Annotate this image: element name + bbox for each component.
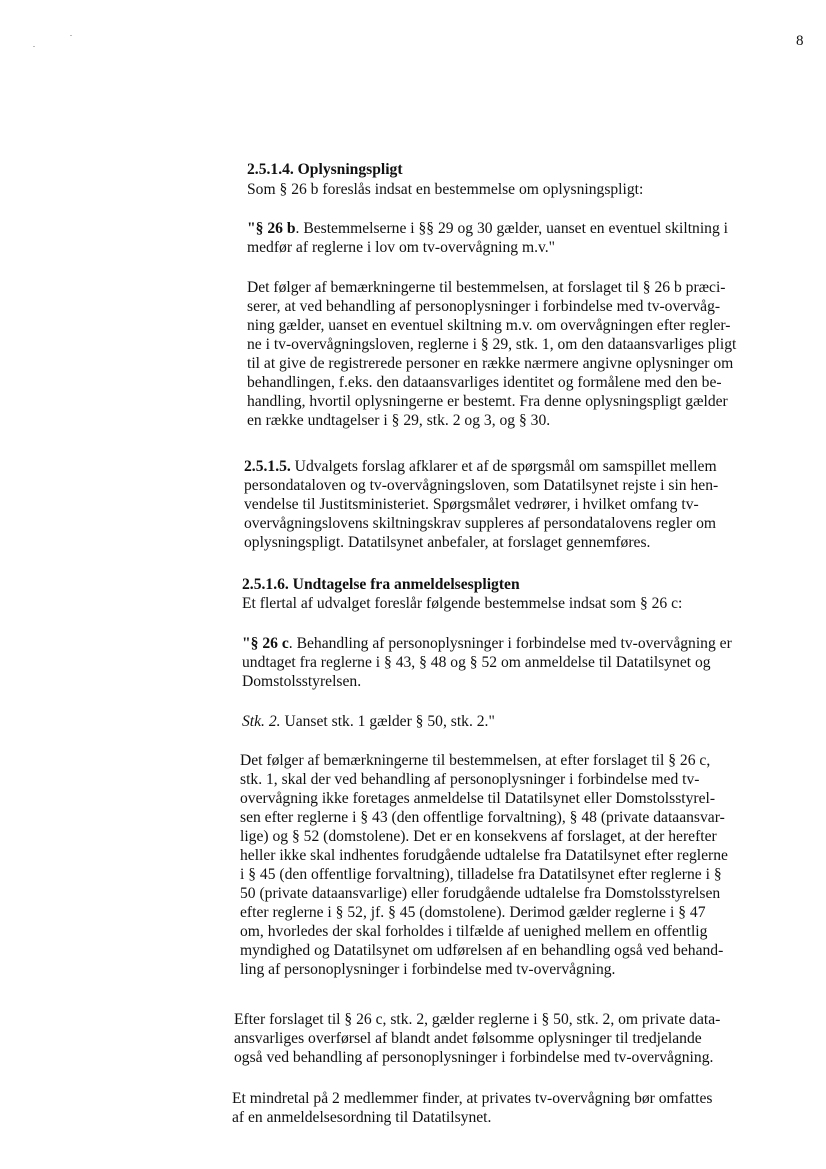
- section-number: 2.5.1.5.: [244, 458, 291, 475]
- paragraph-line: handling, hvortil oplysningerne er bestemt. Fra denne oplysningspligt gælder: [247, 393, 728, 410]
- stk-text: Uanset stk. 1 gælder § 50, stk. 2.": [280, 713, 495, 730]
- section-text: Udvalgets forslag afklarer et af de spørgsmål om samspillet mellem: [290, 458, 717, 475]
- paragraph-line: Efter forslaget til § 26 c, stk. 2, gælder reglerne i § 50, stk. 2, om private data-: [234, 1011, 721, 1028]
- paragraph-line: myndighed og Datatilsynet om udførelsen af en behandling også ved behand-: [240, 942, 724, 959]
- paragraph-line: behandlingen, f.eks. den dataansvarliges identitet og formålene med den be-: [247, 374, 722, 391]
- paragraph-line: ne i tv-overvågningsloven, reglerne i § 29, stk. 1, om den dataansvarliges pligt: [247, 336, 737, 353]
- paragraph-line: til at give de registrerede personer en række nærmere angivne oplysninger om: [247, 355, 734, 372]
- quote-26c-line: Domstolsstyrelsen.: [242, 673, 362, 690]
- paragraph-line: oplysningspligt. Datatilsynet anbefaler, at forslaget gennemføres.: [244, 534, 651, 551]
- paragraph-line: Det følger af bemærkningerne til bestemmelsen, at efter forslaget til § 26 c,: [240, 752, 711, 769]
- paragraph-line: ansvarliges overførsel af blandt andet følsomme oplysninger til tredjelande: [234, 1030, 702, 1047]
- paragraph-line: også ved behandling af personoplysninger i forbindelse med tv-overvågning.: [234, 1049, 714, 1066]
- paragraph-line: Et mindretal på 2 medlemmer finder, at privates tv-overvågning bør omfattes: [232, 1090, 713, 1107]
- section-2-5-1-5-line: [244, 458, 717, 476]
- quote-26b-text: . Bestemmelserne i §§ 29 og 30 gælder, uanset en eventuel skiltning i: [295, 220, 728, 237]
- quote-26c-line: [242, 635, 732, 653]
- paragraph-line: sen efter reglerne i § 43 (den offentlige forvaltning), § 48 (private dataansvar-: [240, 809, 725, 826]
- quote-26c-stk-line: [242, 713, 495, 731]
- paragraph-line: overvågning ikke foretages anmeldelse til Datatilsynet eller Domstolsstyrel-: [240, 790, 716, 807]
- paragraph-line: ling af personoplysninger i forbindelse med tv-overvågning.: [240, 961, 616, 978]
- paragraph-line: serer, at ved behandling af personoplysninger i forbindelse med tv-overvåg-: [247, 298, 721, 315]
- paragraph-line: 50 (private dataansvarlige) eller forudgående udtalelse fra Domstolsstyrelsen: [240, 885, 721, 902]
- section-heading-2-5-1-4: 2.5.1.4. Oplysningspligt: [247, 161, 403, 178]
- paragraph-line: lige) og § 52 (domstolene). Det er en konsekvens af forslaget, at der herefter: [240, 828, 717, 845]
- paragraph-line: en række undtagelser i § 29, stk. 2 og 3, og § 30.: [247, 412, 551, 429]
- quote-26c-mark: "§ 26 c: [242, 635, 289, 652]
- paragraph-line: vendelse til Justitsministeriet. Spørgsmålet vedrører, i hvilket omfang tv-: [244, 496, 699, 513]
- paragraph-line: om, hvorledes der skal forholdes i tilfælde af uenighed mellem en offentlig: [240, 923, 708, 940]
- paragraph-line: ning gælder, uanset en eventuel skiltning m.v. om overvågningen efter regler-: [247, 317, 731, 334]
- paragraph-line: i § 45 (den offentlige forvaltning), tilladelse fra Datatilsynet efter reglerne i §: [240, 866, 722, 883]
- quote-26c-text: . Behandling af personoplysninger i forbindelse med tv-overvågning er: [288, 635, 732, 652]
- paragraph-line: efter reglerne i § 52, jf. § 45 (domstolene). Derimod gælder reglerne i § 47: [240, 904, 706, 921]
- paragraph-line: af en anmeldelsesordning til Datatilsynet.: [232, 1109, 492, 1126]
- quote-26b-line: [247, 220, 728, 238]
- quote-26b-mark: "§ 26 b: [247, 220, 296, 237]
- quote-26b-line: medfør af reglerne i lov om tv-overvågning m.v.": [247, 239, 556, 256]
- paragraph-line: heller ikke skal indhentes forudgående udtalelse fra Datatilsynet efter reglerne: [240, 847, 728, 864]
- paragraph-line: persondataloven og tv-overvågningsloven, som Datatilsynet rejste i sin hen-: [244, 477, 719, 494]
- paragraph-line: stk. 1, skal der ved behandling af personoplysninger i forbindelse med tv-: [240, 771, 700, 788]
- section-intro-line: Som § 26 b foreslås indsat en bestemmelse om oplysningspligt:: [247, 181, 644, 198]
- section-heading-2-5-1-6: 2.5.1.6. Undtagelse fra anmeldelsespligten: [242, 576, 520, 593]
- paragraph-line: overvågningslovens skiltningskrav suppleres af persondatalovens regler om: [244, 515, 717, 532]
- paragraph-line: Det følger af bemærkningerne til bestemmelsen, at forslaget til § 26 b præci-: [247, 279, 726, 296]
- page-number: 8: [796, 33, 804, 49]
- quote-26c-line: undtaget fra reglerne i § 43, § 48 og § 52 om anmeldelse til Datatilsynet og: [242, 654, 711, 671]
- stk-label: Stk. 2.: [242, 713, 281, 730]
- section-intro-line: Et flertal af udvalget foreslår følgende bestemmelse indsat som § 26 c:: [242, 595, 683, 612]
